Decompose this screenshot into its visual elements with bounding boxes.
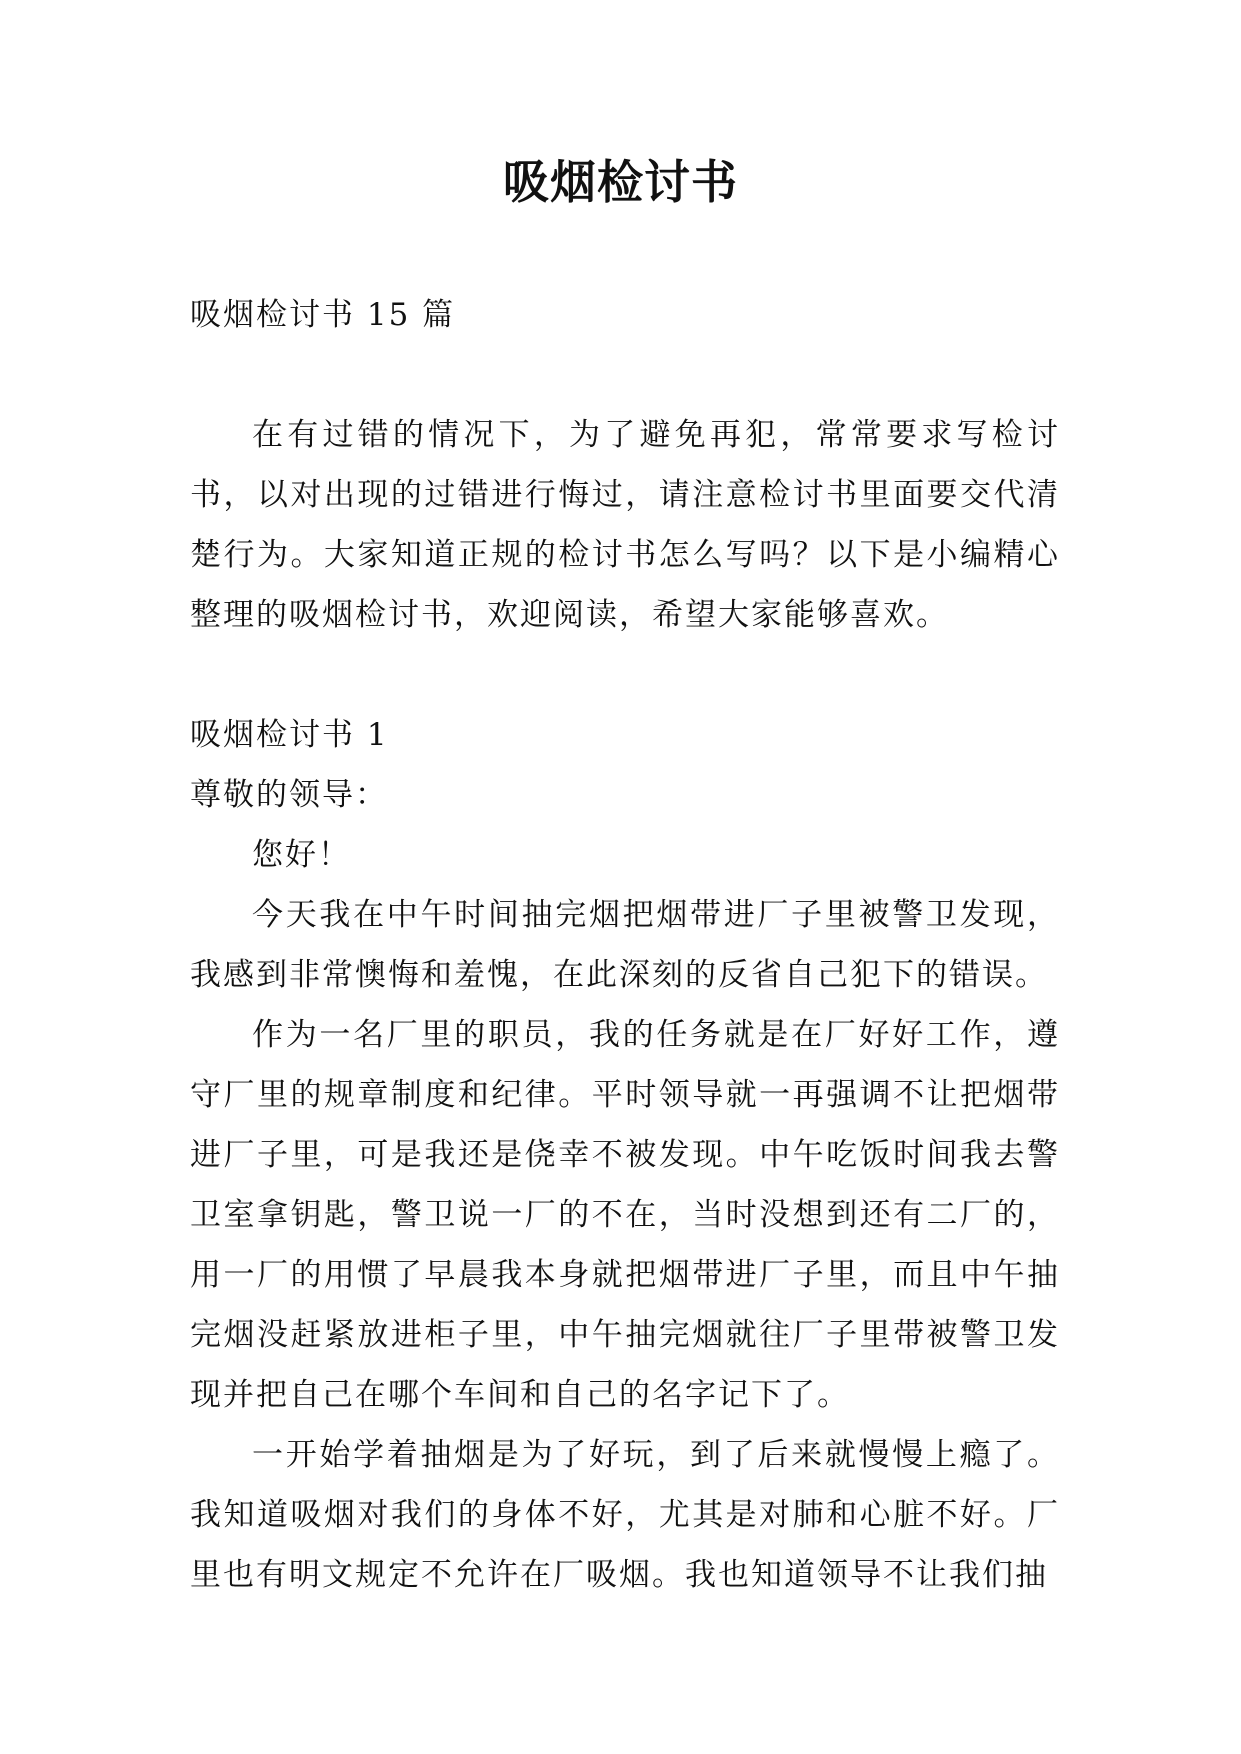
salutation: 尊敬的领导：: [190, 777, 388, 813]
greeting: 您好！: [252, 837, 351, 873]
body-paragraph: 今天我在中午时间抽完烟把烟带进厂子里被警卫发现，我感到非常懊悔和羞愧，在此深刻的反省自己犯下的错误。: [190, 897, 1060, 993]
document-body: [190, 285, 1060, 1605]
intro-paragraph: 在有过错的情况下，为了避免再犯，常常要求写检讨书，以对出现的过错进行悔过，请注意检讨书里面要交代清楚行为。大家知道正规的检讨书怎么写吗？以下是小编精心整理的吸烟检讨书，欢迎阅读，希望大家能够喜欢。: [190, 417, 1060, 633]
body-paragraph: 一开始学着抽烟是为了好玩，到了后来就慢慢上瘾了。我知道吸烟对我们的身体不好，尤其是对肺和心脏不好。厂里也有明文规定不允许在厂吸烟。我也知道领导不让我们抽: [190, 1437, 1060, 1593]
section-heading: 吸烟检讨书 1: [190, 717, 389, 753]
body-paragraph: 作为一名厂里的职员，我的任务就是在厂好好工作，遵守厂里的规章制度和纪律。平时领导就一再强调不让把烟带进厂子里，可是我还是侥幸不被发现。中午吃饭时间我去警卫室拿钥匙，警卫说一厂的不在，当时没想到还有二厂的，用一厂的用惯了早晨我本身就把烟带进厂子里，而且中午抽完烟没赶紧放进柜子里，中午抽完烟就往厂子里带被警卫发现并把自己在哪个车间和自己的名字记下了。: [190, 1017, 1060, 1413]
document-title: 吸烟检讨书: [503, 155, 738, 209]
document-subtitle: 吸烟检讨书 15 篇: [190, 297, 456, 333]
